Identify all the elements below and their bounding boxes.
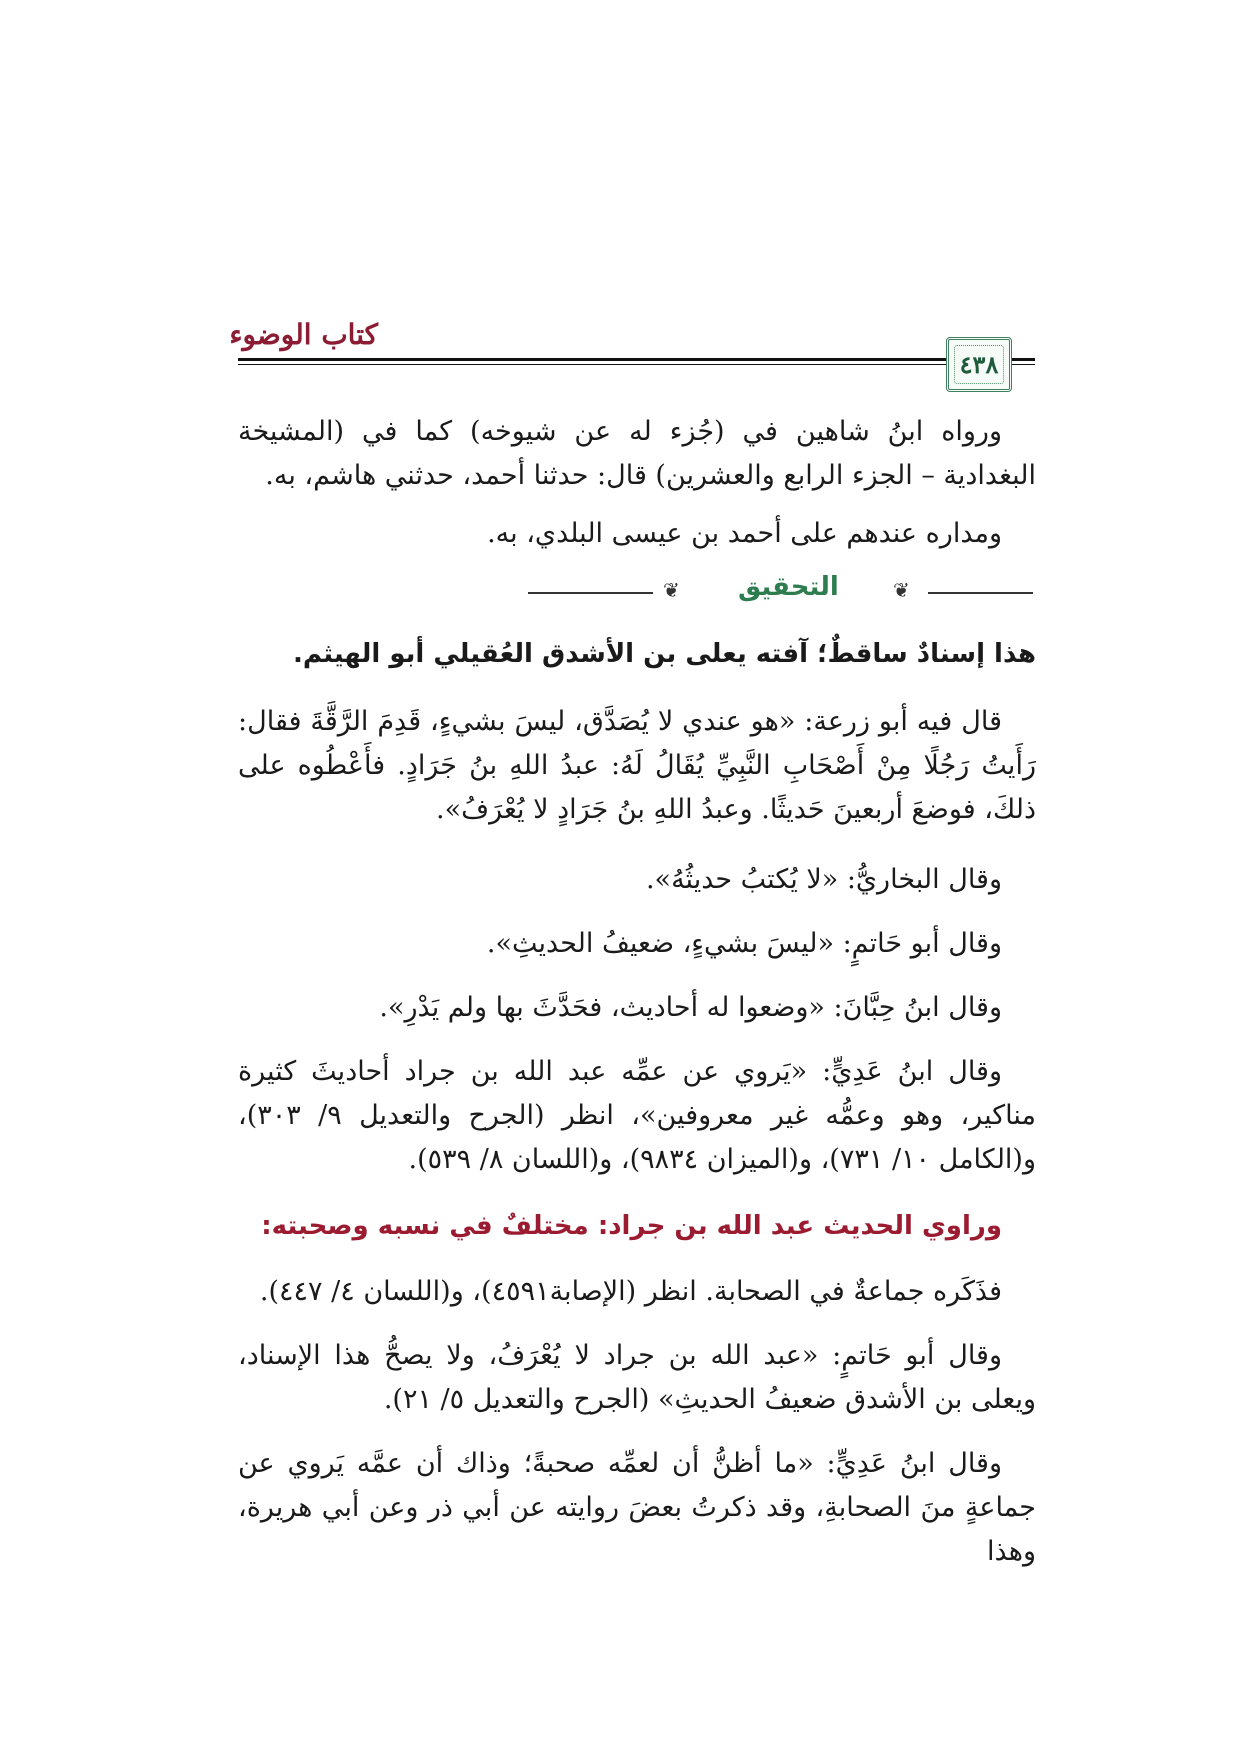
paragraph-1: ورواه ابنُ شاهين في (جُزء له عن شيوخه) كما في (المشيخة البغدادية – الجزء الرابع والعشرين) قال: حدثنا أحمد، حدثني هاشم، به. [238,416,1036,491]
paragraph-6: وقال أبو حَاتمٍ: «ليسَ بشيءٍ، ضعيفُ الحديثِ». [486,928,1002,959]
page-number: ٤٣٨ [954,345,1004,384]
divider-ornament-right: ❦ [893,578,910,602]
paragraph-10: فذَكَره جماعةٌ في الصحابة. انظر (الإصابة٤٥٩١)، و(اللسان ٤/ ٤٤٧). [259,1276,1002,1307]
paragraph-7: وقال ابنُ حِبَّانَ: «وضعوا له أحاديث، فحَدَّثَ بها ولم يَدْرِ». [379,992,1002,1023]
section-divider [238,572,1036,608]
divider-ornament-left: ❦ [663,578,680,602]
divider-line-right [928,592,1033,594]
section-title: التحقيق [738,572,839,602]
paragraph-11: وقال أبو حَاتمٍ: «عبد الله بن جراد لا يُعْرَفُ، ولا يصحُّ هذا الإسناد، ويعلى بن الأشدق ضعيفُ الحديثِ» (الجرح والتعديل ٥/ ٢١). [238,1340,1036,1415]
paragraph-9-subheading: وراوي الحديث عبد الله بن جراد: مختلفٌ في نسبه وصحبته: [261,1211,1002,1241]
header-rule-thick [238,358,974,361]
header-rule-thin [238,364,974,365]
paragraph-12: وقال ابنُ عَدِيٍّ: «ما أظنُّ أن لعمِّه صحبةً؛ وذاك أن عمَّه يَروي عن جماعةٍ منَ الصحابةِ، وقد ذكرتُ بعضَ روايته عن أبي ذر وعن أبي هريرة، وهذا [238,1448,1036,1567]
divider-line-left [528,592,653,594]
running-header-title: كتاب الوضوء [229,318,378,351]
paragraph-8: وقال ابنُ عَدِيٍّ: «يَروي عن عمِّه عبد الله بن جراد أحاديثَ كثيرة مناكير، وهو وعمُّه غير معروفين»، انظر (الجرح والتعديل ٩/ ٣٠٣)، و(الكامل ١٠/ ٧٣١)، و(الميزان ٩٨٣٤)، و(اللسان ٨/ ٥٣٩). [238,1056,1036,1175]
paragraph-5: وقال البخاريُّ: «لا يُكتبُ حديثُهُ». [645,864,1002,895]
paragraph-3-bold-statement: هذا إسنادٌ ساقطٌ؛ آفته يعلى بن الأشدق العُقيلي أبو الهيثم. [292,639,1036,669]
page-number-frame [946,337,1012,392]
paragraph-4: قال فيه أبو زرعة: «هو عندي لا يُصَدَّق، ليسَ بشيءٍ، قَدِمَ الرَّقَّةَ فقال: رَأَيتُ رَجُلًا مِنْ أَصْحَابِ النَّبِيِّ يُقَالُ لَهُ: عبدُ اللهِ بنُ جَرَادٍ. فأَعْطُوه على ذلكَ، فوضعَ أربعينَ حَديثًا. وعبدُ اللهِ بنُ جَرَادٍ لا يُعْرَفُ». [238,706,1036,825]
paragraph-2: ومداره عندهم على أحمد بن عيسى البلدي، به. [487,518,1002,549]
